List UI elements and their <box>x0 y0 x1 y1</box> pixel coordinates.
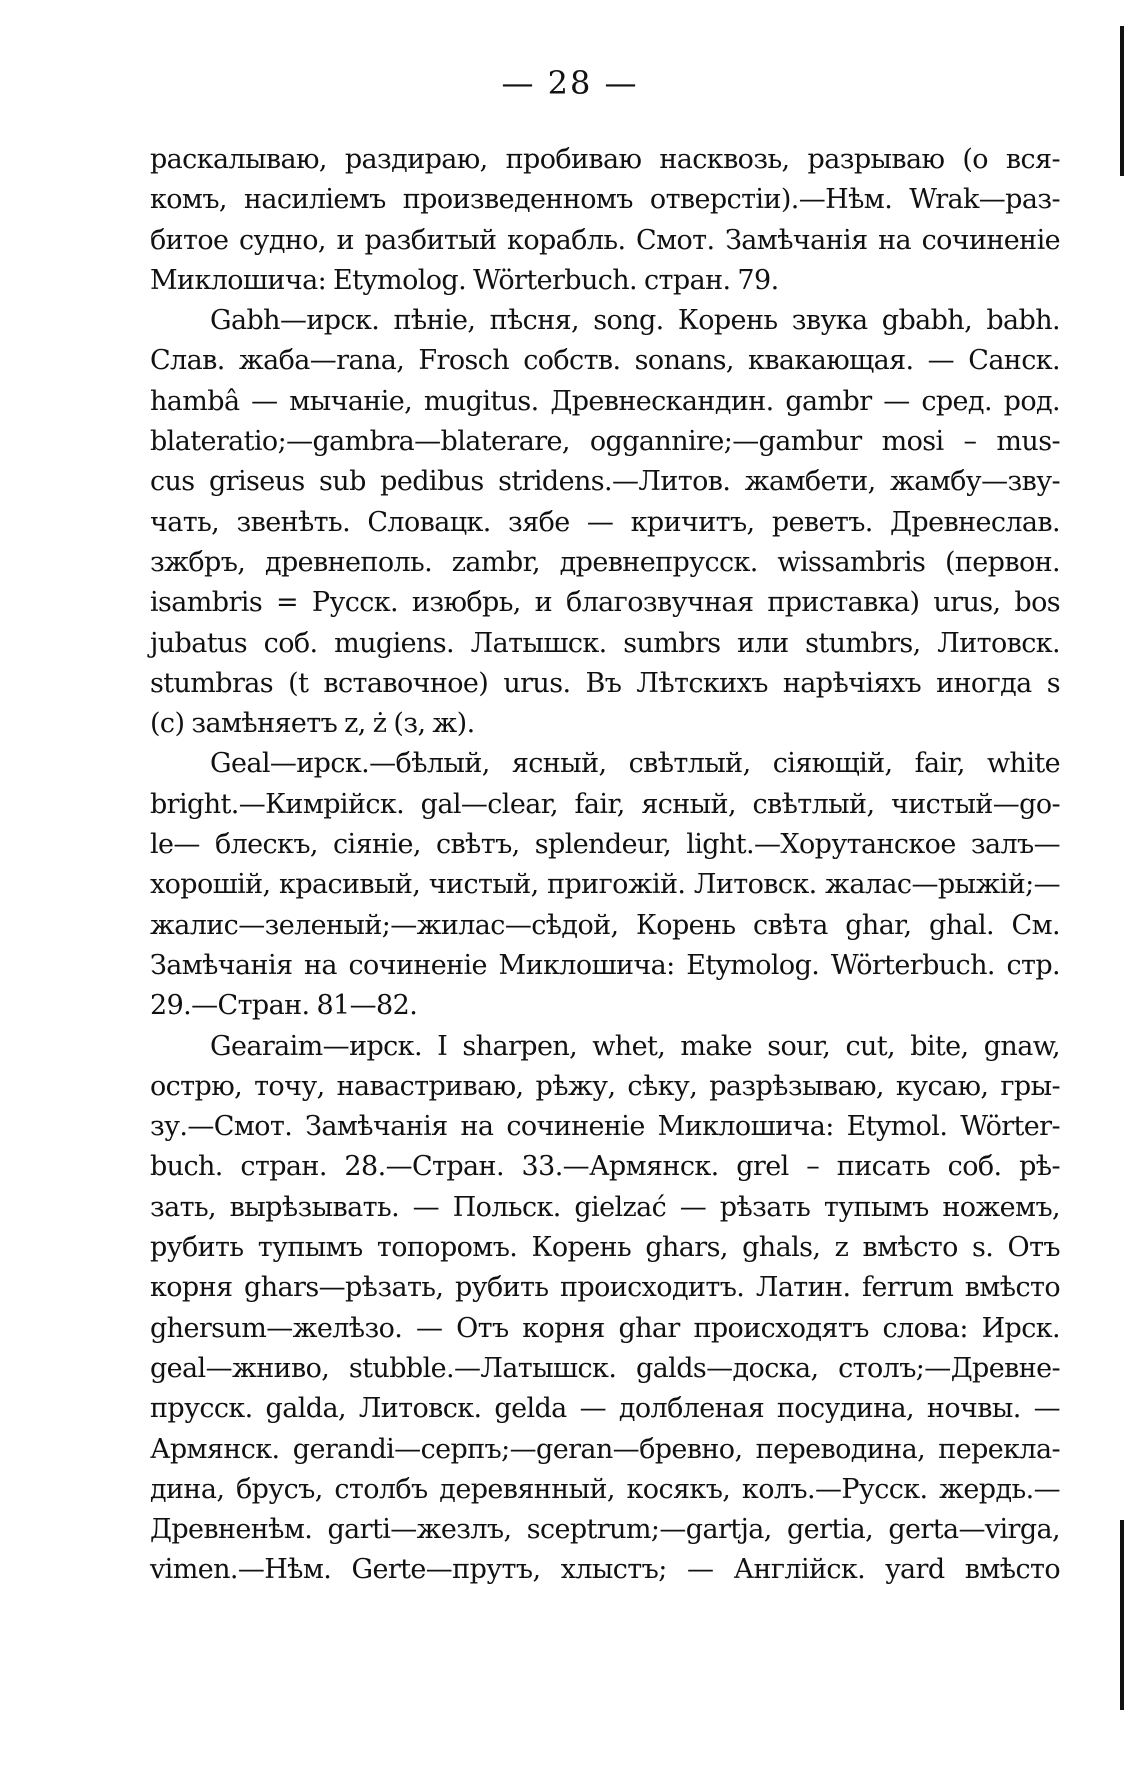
text-line: жалис—зеленый;—жилас—сѣдой, Корень свѣта ghar, ghal. См. <box>150 909 1060 941</box>
text-line: isambris = Русск. изюбрь, и благозвучная приставка) urus, bos <box>150 587 1060 619</box>
text-line: острю, точу, навастриваю, рѣжу, сѣку, разрѣзываю, кусаю, гры- <box>150 1070 1060 1102</box>
text-line: stumbras (t вставочное) urus. Въ Лѣтскихъ нарѣчіяхъ иногда s <box>150 667 1060 699</box>
text-line: bright.—Кимрійск. gal—clear, fair, ясный, свѣтлый, чистый—go- <box>150 788 1060 820</box>
text-line: битое судно, и разбитый корабль. Смот. Замѣчанія на сочиненіе <box>150 224 1060 256</box>
text-line: jubatus соб. mugiens. Латышск. sumbrs или stumbrs, Литовск. <box>150 627 1060 659</box>
text-line: хорошій, красивый, чистый, пригожій. Литовск. жалас—рыжій;— <box>150 869 1060 901</box>
text-line: зжбръ, древнеполь. zambr, древнепрусск. wissambris (первон. <box>150 546 1060 578</box>
text-body <box>150 140 1060 1591</box>
text-line: Древненѣм. garti—жезлъ, sceptrum;—gartja, gertia, gerta—virga, <box>150 1514 1060 1546</box>
text-line: раскалываю, раздираю, пробиваю насквозь, разрываю (о вся- <box>150 144 1060 175</box>
text-line: зать, вырѣзывать. — Польск. gielzać — рѣзать тупымъ ножемъ, <box>150 1191 1060 1223</box>
text-line: ghersum—желѣзо. — Отъ корня ghar происходятъ слова: Ирск. <box>150 1312 1060 1344</box>
text-line: Армянск. gerandi—серпъ;—geran—бревно, переводина, перекла- <box>150 1433 1060 1465</box>
page-number: — 28 — <box>501 64 639 102</box>
text-line: прусск. galda, Литовск. gelda — долбленая посудина, ночвы. — <box>150 1393 1060 1425</box>
text-line: buch. стран. 28.—Стран. 33.—Армянск. grel – писать соб. рѣ- <box>150 1151 1060 1183</box>
text-line: geal—жниво, stubble.—Латышск. galds—доска, столъ;—Древне- <box>150 1352 1060 1384</box>
text-line: 29.—Стран. 81—82. <box>150 990 418 1022</box>
margin-bar-bottom <box>1120 1520 1124 1710</box>
text-line: hambâ — мычаніе, mugitus. Древнескандин. gambr — сред. род. <box>150 385 1060 417</box>
text-line: рубить тупымъ топоромъ. Корень ghars, ghals, z вмѣсто s. Отъ <box>150 1232 1060 1264</box>
text-line: комъ, насиліемъ произведенномъ отверстіи).—Нѣм. Wrak—раз- <box>150 184 1060 216</box>
text-line: Gearaim—ирск. I sharpen, whet, make sour, cut, bite, gnaw, <box>210 1030 1060 1062</box>
text-line: Слав. жаба—rana, Frosch собств. sonans, квакающая. — Санск. <box>150 345 1060 377</box>
text-line: vimen.—Нѣм. Gerte—прутъ, хлыстъ; — Англійск. yard вмѣсто <box>150 1554 1060 1586</box>
text-line: (с) замѣняетъ z, ż (з, ж). <box>150 708 475 740</box>
text-line: Gabh—ирск. пѣніе, пѣсня, song. Корень звука gbabh, babh. <box>210 305 1060 337</box>
text-line: зу.—Смот. Замѣчанія на сочиненіе Миклошича: Etymol. Wörter- <box>150 1111 1060 1143</box>
text-line: корня ghars—рѣзать, рубить происходитъ. Латин. ferrum вмѣсто <box>150 1272 1060 1304</box>
text-line: Geal—ирск.—бѣлый, ясный, свѣтлый, сіяющій, fair, white <box>210 748 1060 780</box>
text-line: cus griseus sub pedibus stridens.—Литов. жамбети, жамбу—зву- <box>150 466 1060 498</box>
text-line: Замѣчанія на сочиненіе Миклошича: Etymolog. Wörterbuch. стр. <box>150 949 1060 981</box>
text-line: Миклошича: Etymolog. Wörterbuch. стран. 79. <box>150 264 779 296</box>
text-line: le— блескъ, сіяніе, свѣтъ, splendeur, light.—Хорутанское залъ— <box>150 829 1060 861</box>
text-line: дина, брусъ, столбъ деревянный, косякъ, колъ.—Русск. жердь.— <box>150 1473 1060 1505</box>
text-line: чать, звенѣть. Словацк. зябе — кричитъ, реветъ. Древнеслав. <box>150 506 1060 538</box>
text-line: blateratio;—gambra—blaterare, oggannire;—gambur mosi – mus- <box>150 426 1060 458</box>
